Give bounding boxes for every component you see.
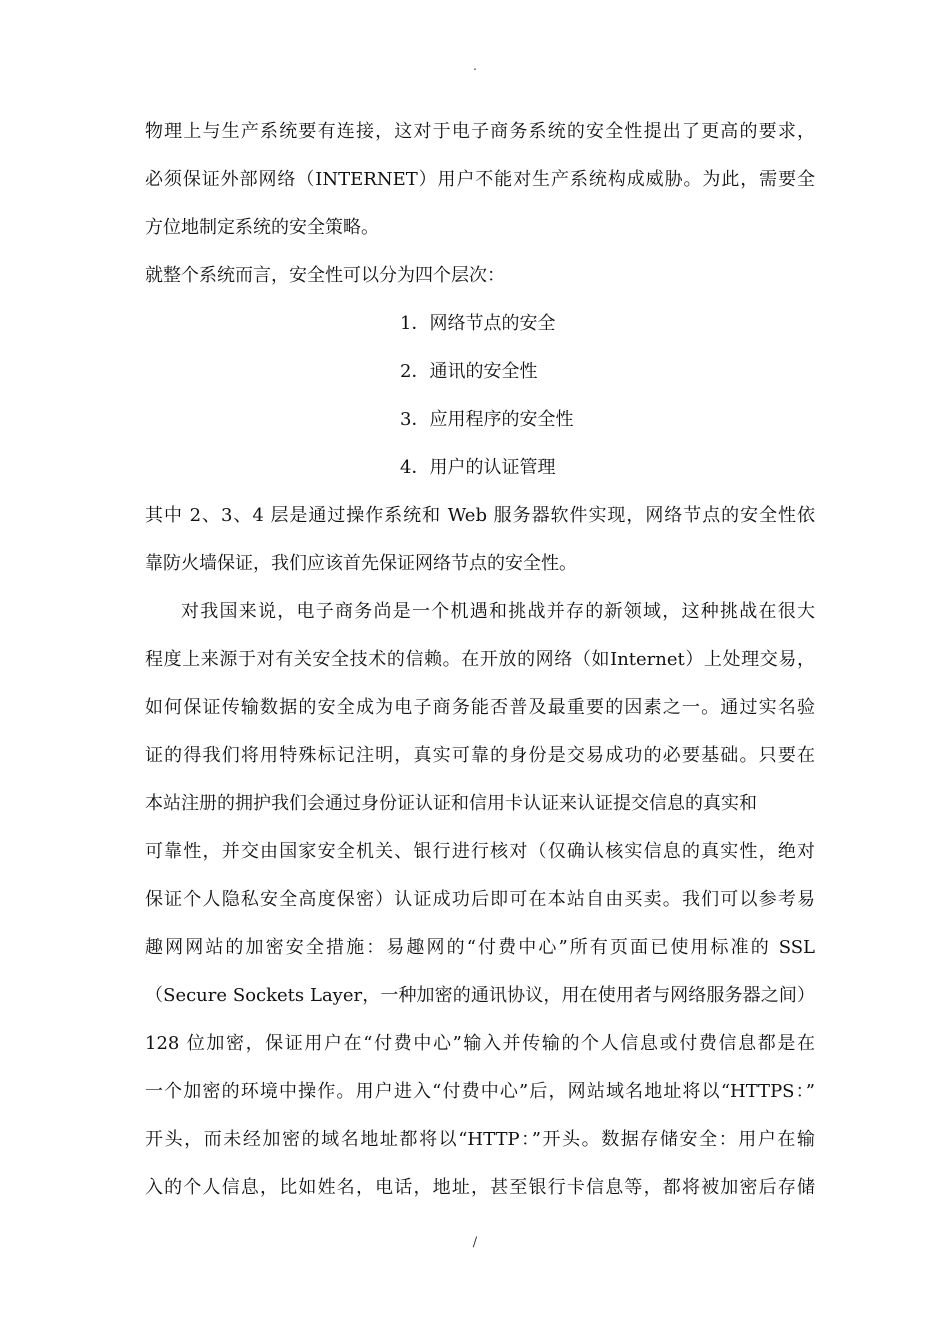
text-line: 程度上来源于对有关安全技术的信赖。在开放的网络（如Internet）上处理交易， [145,649,815,670]
text-line: 证的得我们将用特殊标记注明，真实可靠的身份是交易成功的必要基础。只要在 [145,745,815,766]
text-line: 可靠性，并交由国家安全机关、银行进行核对（仅确认核实信息的真实性，绝对 [145,841,815,862]
paragraph-security-levels [145,252,815,300]
text-line: 如何保证传输数据的安全成为电子商务能否普及最重要的因素之一。通过实名验 [145,697,815,718]
text-line: 方位地制定系统的安全策略。 [145,217,379,238]
text-line: 本站注册的拥护我们会通过身份证认证和信用卡认证来认证提交信息的真实和 [145,793,757,814]
text-line: 对我国来说，电子商务尚是一个机遇和挑战并存的新领域，这种挑战在很大 [181,601,815,622]
text-line: 128 位加密，保证用户在“付费中心”输入并传输的个人信息或付费信息都是在 [145,1033,815,1054]
document-body [145,108,815,1212]
text-line: 保证个人隐私安全高度保密）认证成功后即可在本站自由买卖。我们可以参考易 [145,889,815,910]
paragraph-ecommerce-security [145,588,815,1212]
text-line: 一个加密的环境中操作。用户进入“付费中心”后，网站域名地址将以“HTTPS：” [145,1081,815,1102]
list-item: 4．用户的认证管理 [400,457,556,478]
paragraph-security-intro [145,108,815,252]
text-line: 入的个人信息，比如姓名，电话，地址，甚至银行卡信息等，都将被加密后存储 [145,1177,815,1198]
list-item: 1．网络节点的安全 [400,313,556,334]
list-item: 3．应用程序的安全性 [400,409,574,430]
header-mark: . [473,59,477,73]
text-line: 必须保证外部网络（INTERNET）用户不能对生产系统构成威胁。为此，需要全 [145,169,815,190]
security-levels-list [145,300,815,492]
text-line: 趣网网站的加密安全措施：易趣网的“付费中心”所有页面已使用标准的 SSL [145,937,815,958]
list-item: 2．通讯的安全性 [400,361,538,382]
paragraph-implementation [145,492,815,588]
text-line: 靠防火墙保证，我们应该首先保证网络节点的安全性。 [145,553,577,574]
text-line: 物理上与生产系统要有连接，这对于电子商务系统的安全性提出了更高的要求， [145,121,815,142]
footer-mark: / [472,1235,478,1250]
text-line: 开头，而未经加密的域名地址都将以“HTTP：”开头。数据存储安全：用户在输 [145,1129,815,1150]
text-line: 就整个系统而言，安全性可以分为四个层次： [145,265,505,286]
text-line: （Secure Sockets Layer，一种加密的通讯协议，用在使用者与网络服务器之间） [145,985,815,1006]
text-line: 其中 2、3、4 层是通过操作系统和 Web 服务器软件实现，网络节点的安全性依 [145,505,815,526]
